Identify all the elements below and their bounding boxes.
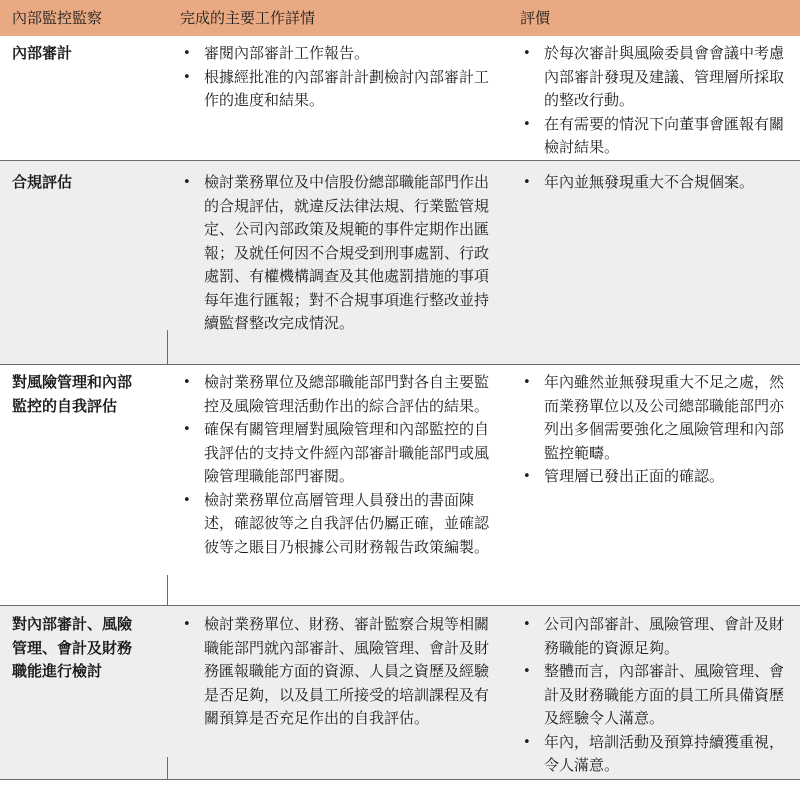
list-item: • 於每次審計與風險委員會會議中考慮內部審計發現及建議、管理層所採取的整改行動。: [520, 42, 795, 113]
list-item: • 檢討業務單位及中信股份總部職能部門作出的合規評估，就違反法律法規、行業監管規定、公司內部政策及規範的事件定期作出匯報；及就任何因不合規受到刑事處罰、行政處罰、有權機構調查及其他處罰措施的事項每年進行匯報；對不合規事項進行整改並持續監督整改完成情況。: [180, 171, 500, 336]
list-item: • 公司內部審計、風險管理、會計及財務職能的資源足夠。: [520, 613, 795, 660]
list-item: • 年內並無發現重大不合規個案。: [520, 171, 795, 195]
row-title: [12, 42, 162, 66]
evaluation-list: [520, 42, 795, 160]
table-row: [0, 365, 800, 606]
row-title-line: 內部審計: [12, 44, 73, 62]
column-divider: [167, 330, 168, 364]
list-item: • 年內，培訓活動及預算持續獲重視，令人滿意。: [520, 731, 795, 778]
work-list: [180, 613, 500, 731]
list-item: • 檢討業務單位及總部職能部門對各自主要監控及風險管理活動作出的綜合評估的結果。: [180, 371, 500, 418]
list-item: • 管理層已發出正面的確認。: [520, 465, 795, 489]
work-list: [180, 171, 500, 336]
row-title: [12, 613, 162, 684]
row-title-line: 對內部審計、風險: [12, 615, 133, 633]
list-item: • 在有需要的情況下向董事會匯報有關檢討結果。: [520, 113, 795, 160]
row-title: [12, 371, 162, 418]
row-title: [12, 171, 162, 195]
list-item: • 確保有關管理層對風險管理和內部監控的自我評估的支持文件經內部審計職能部門或風險管理職能部門審閱。: [180, 418, 500, 489]
evaluation-list: [520, 613, 795, 778]
column-divider: [167, 757, 168, 779]
row-title-line: 職能進行檢討: [12, 662, 103, 680]
column-divider: [167, 575, 168, 605]
table-row: [0, 36, 800, 161]
list-item: • 檢討業務單位、財務、審計監察合規等相關職能部門就內部審計、風險管理、會計及財務匯報職能方面的資源、人員之資歷及經驗是否足夠，以及員工所接受的培訓課程及有關預算是否充足作出的自我評估。: [180, 613, 500, 731]
table-header: [0, 0, 800, 37]
table-row: [0, 606, 800, 780]
list-item: • 整體而言，內部審計、風險管理、會計及財務職能方面的員工所具備資歷及經驗令人滿意。: [520, 660, 795, 731]
evaluation-list: [520, 371, 795, 489]
table-row: [0, 161, 800, 365]
header-col-monitoring: 內部監控監察: [12, 9, 103, 27]
row-title-line: 監控的自我評估: [12, 396, 118, 415]
list-item: • 根據經批准的內部審計計劃檢討內部審計工作的進度和結果。: [180, 66, 500, 113]
row-title-line: 管理、會計及財務: [12, 638, 133, 657]
list-item: • 檢討業務單位高層管理人員發出的書面陳述，確認彼等之自我評估仍屬正確，並確認彼等之賬目乃根據公司財務報告政策編製。: [180, 489, 500, 560]
row-title-line: 合規評估: [12, 173, 73, 191]
evaluation-list: [520, 171, 795, 195]
row-title-line: 對風險管理和內部: [12, 373, 133, 391]
header-col-work-details: 完成的主要工作詳情: [180, 9, 316, 27]
header-col-evaluation: 評價: [520, 9, 551, 27]
list-item: • 年內雖然並無發現重大不足之處，然而業務單位以及公司總部職能部門亦列出多個需要強化之風險管理和內部監控範疇。: [520, 371, 795, 465]
work-list: [180, 42, 500, 113]
work-list: [180, 371, 500, 559]
list-item: • 審閱內部審計工作報告。: [180, 42, 500, 66]
